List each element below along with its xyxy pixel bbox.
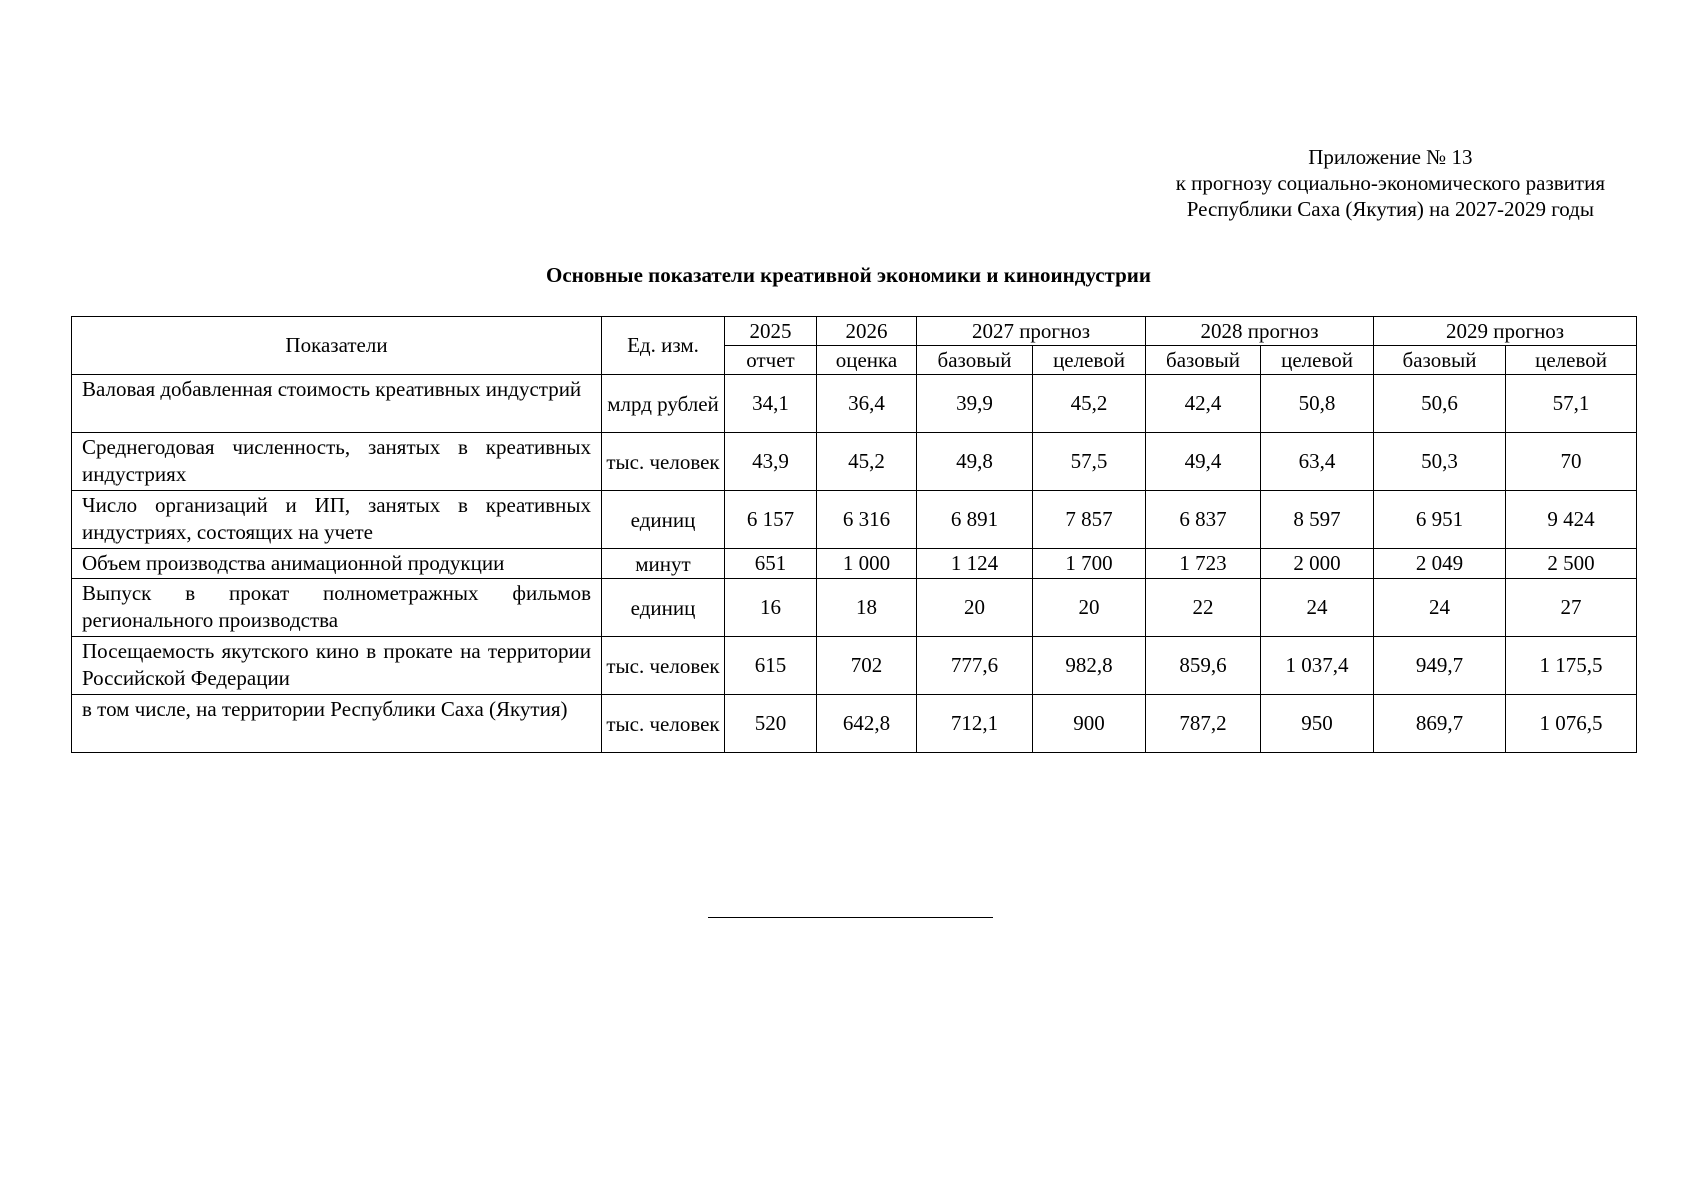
- appendix-block: [1176, 144, 1605, 222]
- row-indicator: Объем производства анимационной продукции: [72, 549, 602, 579]
- row-indicator: Валовая добавленная стоимость креативных индустрий: [72, 375, 602, 433]
- cell-2029-base: 50,3: [1374, 433, 1506, 491]
- cell-2026: 6 316: [817, 491, 917, 549]
- cell-2028-target: 950: [1261, 695, 1374, 753]
- cell-2029-target: 2 500: [1506, 549, 1637, 579]
- cell-2025: 615: [725, 637, 817, 695]
- table-row: [72, 491, 1637, 549]
- cell-2025: 520: [725, 695, 817, 753]
- cell-2027-base: 39,9: [917, 375, 1033, 433]
- header-forecast-2029: 2029 прогноз: [1374, 317, 1637, 346]
- cell-2029-target: 70: [1506, 433, 1637, 491]
- header-2029-base: базовый: [1374, 346, 1506, 375]
- cell-2028-base: 1 723: [1146, 549, 1261, 579]
- cell-2026: 702: [817, 637, 917, 695]
- appendix-line-3: Республики Саха (Якутия) на 2027-2029 годы: [1186, 197, 1594, 221]
- cell-2026: 36,4: [817, 375, 917, 433]
- cell-2025: 16: [725, 579, 817, 637]
- cell-2027-base: 777,6: [917, 637, 1033, 695]
- cell-2029-target: 9 424: [1506, 491, 1637, 549]
- cell-2027-target: 900: [1033, 695, 1146, 753]
- row-unit: тыс. человек: [602, 695, 725, 753]
- header-indicator: Показатели: [72, 317, 602, 375]
- cell-2027-target: 20: [1033, 579, 1146, 637]
- cell-2027-target: 982,8: [1033, 637, 1146, 695]
- row-unit: тыс. человек: [602, 637, 725, 695]
- header-year-2025: 2025: [725, 317, 817, 346]
- cell-2027-target: 7 857: [1033, 491, 1146, 549]
- appendix-line-2: к прогнозу социально-экономического развития: [1175, 171, 1605, 195]
- cell-2028-base: 6 837: [1146, 491, 1261, 549]
- header-forecast-2028: 2028 прогноз: [1146, 317, 1374, 346]
- cell-2029-base: 949,7: [1374, 637, 1506, 695]
- header-2025-report: отчет: [725, 346, 817, 375]
- cell-2027-target: 57,5: [1033, 433, 1146, 491]
- header-row-1: [72, 317, 1637, 346]
- cell-2028-target: 63,4: [1261, 433, 1374, 491]
- cell-2026: 45,2: [817, 433, 917, 491]
- cell-2029-base: 6 951: [1374, 491, 1506, 549]
- cell-2027-target: 1 700: [1033, 549, 1146, 579]
- header-2028-base: базовый: [1146, 346, 1261, 375]
- row-unit: минут: [602, 549, 725, 579]
- table-row: [72, 433, 1637, 491]
- cell-2027-target: 45,2: [1033, 375, 1146, 433]
- cell-2028-target: 50,8: [1261, 375, 1374, 433]
- cell-2027-base: 20: [917, 579, 1033, 637]
- cell-2027-base: 6 891: [917, 491, 1033, 549]
- row-unit: единиц: [602, 579, 725, 637]
- cell-2029-target: 1 175,5: [1506, 637, 1637, 695]
- header-year-2026: 2026: [817, 317, 917, 346]
- row-indicator: Число организаций и ИП, занятых в креативных индустриях, состоящих на учете: [72, 491, 602, 549]
- cell-2029-target: 27: [1506, 579, 1637, 637]
- row-unit: млрд рублей: [602, 375, 725, 433]
- cell-2028-target: 8 597: [1261, 491, 1374, 549]
- table-row: [72, 549, 1637, 579]
- cell-2028-base: 42,4: [1146, 375, 1261, 433]
- cell-2028-target: 2 000: [1261, 549, 1374, 579]
- cell-2029-base: 50,6: [1374, 375, 1506, 433]
- cell-2026: 18: [817, 579, 917, 637]
- appendix-number: Приложение № 13: [1308, 145, 1473, 169]
- row-unit: тыс. человек: [602, 433, 725, 491]
- header-2028-target: целевой: [1261, 346, 1374, 375]
- indicators-table: [71, 316, 1637, 753]
- header-2026-estimate: оценка: [817, 346, 917, 375]
- cell-2029-base: 24: [1374, 579, 1506, 637]
- table-row: [72, 375, 1637, 433]
- cell-2025: 34,1: [725, 375, 817, 433]
- cell-2029-base: 869,7: [1374, 695, 1506, 753]
- table-row: [72, 695, 1637, 753]
- row-unit: единиц: [602, 491, 725, 549]
- row-indicator: в том числе, на территории Республики Саха (Якутия): [72, 695, 602, 753]
- cell-2029-base: 2 049: [1374, 549, 1506, 579]
- cell-2027-base: 49,8: [917, 433, 1033, 491]
- cell-2025: 6 157: [725, 491, 817, 549]
- cell-2029-target: 1 076,5: [1506, 695, 1637, 753]
- cell-2028-base: 49,4: [1146, 433, 1261, 491]
- cell-2025: 43,9: [725, 433, 817, 491]
- cell-2028-base: 22: [1146, 579, 1261, 637]
- table-row: [72, 637, 1637, 695]
- cell-2028-target: 1 037,4: [1261, 637, 1374, 695]
- cell-2026: 642,8: [817, 695, 917, 753]
- cell-2028-base: 787,2: [1146, 695, 1261, 753]
- header-unit: Ед. изм.: [602, 317, 725, 375]
- header-2029-target: целевой: [1506, 346, 1637, 375]
- document-title: Основные показатели креативной экономики и киноиндустрии: [546, 263, 1151, 287]
- header-2027-base: базовый: [917, 346, 1033, 375]
- cell-2028-target: 24: [1261, 579, 1374, 637]
- cell-2028-base: 859,6: [1146, 637, 1261, 695]
- table-row: [72, 579, 1637, 637]
- header-forecast-2027: 2027 прогноз: [917, 317, 1146, 346]
- row-indicator: Выпуск в прокат полнометражных фильмов регионального производства: [72, 579, 602, 637]
- closing-divider: [708, 917, 993, 918]
- cell-2027-base: 712,1: [917, 695, 1033, 753]
- cell-2029-target: 57,1: [1506, 375, 1637, 433]
- cell-2026: 1 000: [817, 549, 917, 579]
- row-indicator: Посещаемость якутского кино в прокате на территории Российской Федерации: [72, 637, 602, 695]
- cell-2027-base: 1 124: [917, 549, 1033, 579]
- row-indicator: Среднегодовая численность, занятых в креативных индустриях: [72, 433, 602, 491]
- header-2027-target: целевой: [1033, 346, 1146, 375]
- cell-2025: 651: [725, 549, 817, 579]
